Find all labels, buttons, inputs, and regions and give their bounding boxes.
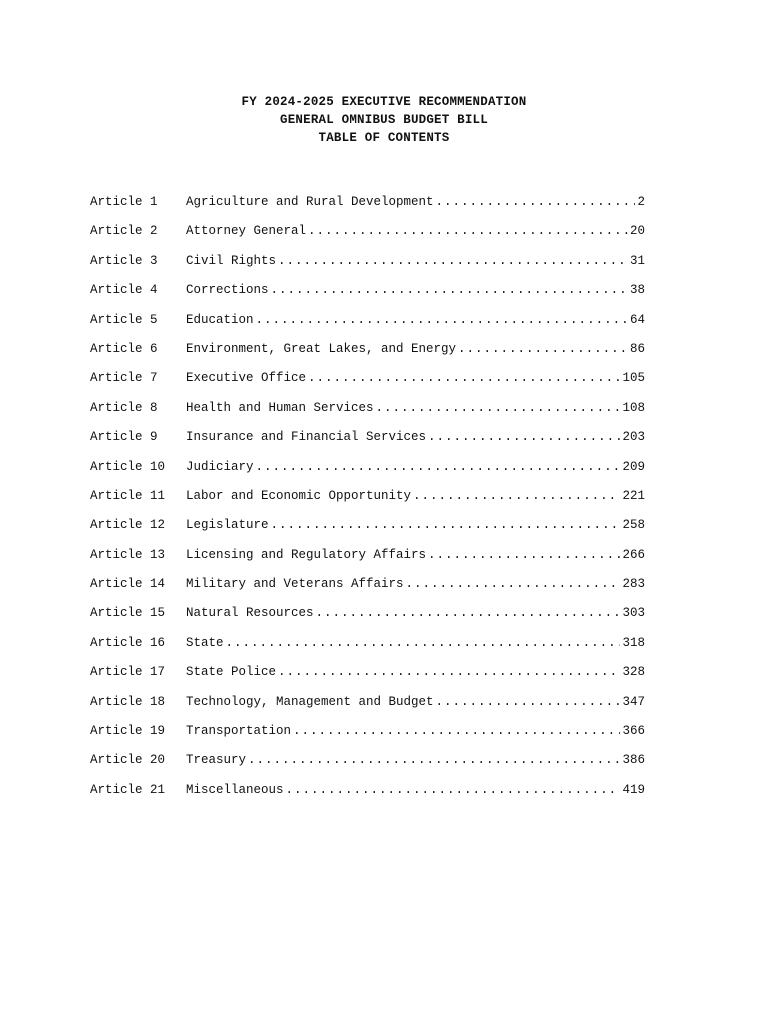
toc-entry xyxy=(90,722,645,751)
toc-article-title: Executive Office xyxy=(186,371,307,386)
toc-page-number: 209 xyxy=(622,459,645,474)
toc-article-title: Education xyxy=(186,312,254,327)
toc-page-number: 419 xyxy=(622,782,645,797)
toc-dot-leader xyxy=(278,252,628,270)
toc-entry xyxy=(90,634,645,663)
toc-article-number: Article 21 xyxy=(90,782,166,797)
toc-page-number: 347 xyxy=(622,694,645,709)
toc-article-number: Article 10 xyxy=(90,459,166,474)
toc-page-number: 221 xyxy=(622,488,645,503)
toc-entry xyxy=(90,281,645,310)
toc-dot-leader xyxy=(256,311,628,329)
toc-article-title: Labor and Economic Opportunity xyxy=(186,488,412,503)
toc-page-number: 266 xyxy=(622,547,645,562)
toc-article-number: Article 18 xyxy=(90,694,166,709)
toc-page-number: 2 xyxy=(637,195,645,209)
toc-entry xyxy=(90,369,645,398)
toc-dot-leader xyxy=(286,781,621,799)
toc-article-title: Health and Human Services xyxy=(186,400,374,415)
toc-entry xyxy=(90,781,645,810)
toc-article-number: Article 20 xyxy=(90,753,166,768)
toc-article-number: Article 13 xyxy=(90,547,166,562)
toc-article-number: Article 19 xyxy=(90,724,166,739)
toc-dot-leader xyxy=(413,487,620,505)
toc-page-number: 283 xyxy=(622,577,645,592)
toc-article-number: Article 9 xyxy=(90,430,158,445)
toc-entry xyxy=(90,487,645,516)
toc-entry xyxy=(90,693,645,722)
toc-page-number: 108 xyxy=(622,400,645,415)
toc-page-number: 366 xyxy=(622,724,645,739)
toc-article-title: Licensing and Regulatory Affairs xyxy=(186,547,427,562)
toc-article-number: Article 1 xyxy=(90,195,158,209)
toc-article-number: Article 5 xyxy=(90,312,158,327)
toc-entry xyxy=(90,663,645,692)
toc-page-number: 64 xyxy=(629,312,645,327)
toc-dot-leader xyxy=(458,340,628,358)
toc-entry xyxy=(90,428,645,457)
toc-article-number: Article 16 xyxy=(90,635,166,650)
toc-page-number: 303 xyxy=(622,606,645,621)
toc-article-title: Judiciary xyxy=(186,459,254,474)
heading-title: FY 2024-2025 EXECUTIVE RECOMMENDATION xyxy=(241,95,527,109)
toc-dot-leader xyxy=(271,281,628,299)
toc-article-title: Miscellaneous xyxy=(186,782,284,797)
toc-article-number: Article 8 xyxy=(90,400,158,415)
toc-article-title: Agriculture and Rural Development xyxy=(186,195,434,209)
toc-page-number: 20 xyxy=(629,224,645,239)
toc-article-title: Corrections xyxy=(186,283,269,298)
toc-page-number: 318 xyxy=(622,635,645,650)
toc-entry xyxy=(90,546,645,575)
toc-article-title: Transportation xyxy=(186,724,292,739)
toc-entry xyxy=(90,399,645,428)
toc-page-number: 328 xyxy=(622,665,645,680)
toc-dot-leader xyxy=(248,751,620,769)
toc-article-number: Article 17 xyxy=(90,665,166,680)
toc-dot-leader xyxy=(436,193,636,211)
toc-dot-leader xyxy=(278,663,620,681)
toc-dot-leader xyxy=(308,369,620,387)
toc-entry xyxy=(90,222,645,251)
toc-article-number: Article 14 xyxy=(90,577,166,592)
toc-dot-leader xyxy=(428,428,620,446)
toc-article-number: Article 7 xyxy=(90,371,158,386)
toc-article-number: Article 6 xyxy=(90,341,158,356)
toc-entry xyxy=(90,311,645,340)
toc-entry xyxy=(90,575,645,604)
toc-article-number: Article 12 xyxy=(90,518,166,533)
toc-dot-leader xyxy=(308,222,628,240)
toc-page-number: 386 xyxy=(622,753,645,768)
heading-toc-label: TABLE OF CONTENTS xyxy=(318,131,450,145)
toc-entry xyxy=(90,193,645,222)
toc-entry xyxy=(90,516,645,545)
toc-page-number: 31 xyxy=(629,253,645,268)
toc-article-number: Article 4 xyxy=(90,283,158,298)
toc-article-title: Attorney General xyxy=(186,224,307,239)
toc-page-number: 258 xyxy=(622,518,645,533)
toc-entry xyxy=(90,604,645,633)
toc-dot-leader xyxy=(293,722,620,740)
toc-article-number: Article 3 xyxy=(90,253,158,268)
toc-article-title: Treasury xyxy=(186,753,247,768)
toc-dot-leader xyxy=(256,458,621,476)
toc-article-title: State Police xyxy=(186,665,277,680)
document-heading xyxy=(0,93,768,147)
toc-page-number: 105 xyxy=(622,371,645,386)
toc-entry xyxy=(90,458,645,487)
toc-article-title: Natural Resources xyxy=(186,606,314,621)
toc-dot-leader xyxy=(376,399,621,417)
toc-article-title: Civil Rights xyxy=(186,253,277,268)
toc-article-title: Military and Veterans Affairs xyxy=(186,577,404,592)
toc-entry xyxy=(90,252,645,281)
toc-dot-leader xyxy=(316,604,621,622)
toc-article-title: Legislature xyxy=(186,518,269,533)
toc-entry xyxy=(90,751,645,780)
toc-dot-leader xyxy=(226,634,621,652)
toc-page-number: 203 xyxy=(622,430,645,445)
toc-article-title: Environment, Great Lakes, and Energy xyxy=(186,341,457,356)
toc-dot-leader xyxy=(406,575,621,593)
toc-article-title: State xyxy=(186,635,224,650)
toc-article-number: Article 15 xyxy=(90,606,166,621)
toc-article-title: Insurance and Financial Services xyxy=(186,430,427,445)
toc-article-title: Technology, Management and Budget xyxy=(186,694,434,709)
heading-subtitle: GENERAL OMNIBUS BUDGET BILL xyxy=(280,113,488,127)
table-of-contents xyxy=(90,193,645,810)
toc-dot-leader xyxy=(436,693,621,711)
toc-dot-leader xyxy=(271,516,621,534)
toc-page-number: 38 xyxy=(629,283,645,298)
toc-article-number: Article 11 xyxy=(90,488,166,503)
toc-dot-leader xyxy=(428,546,620,564)
toc-article-number: Article 2 xyxy=(90,224,158,239)
toc-page-number: 86 xyxy=(629,341,645,356)
toc-entry xyxy=(90,340,645,369)
